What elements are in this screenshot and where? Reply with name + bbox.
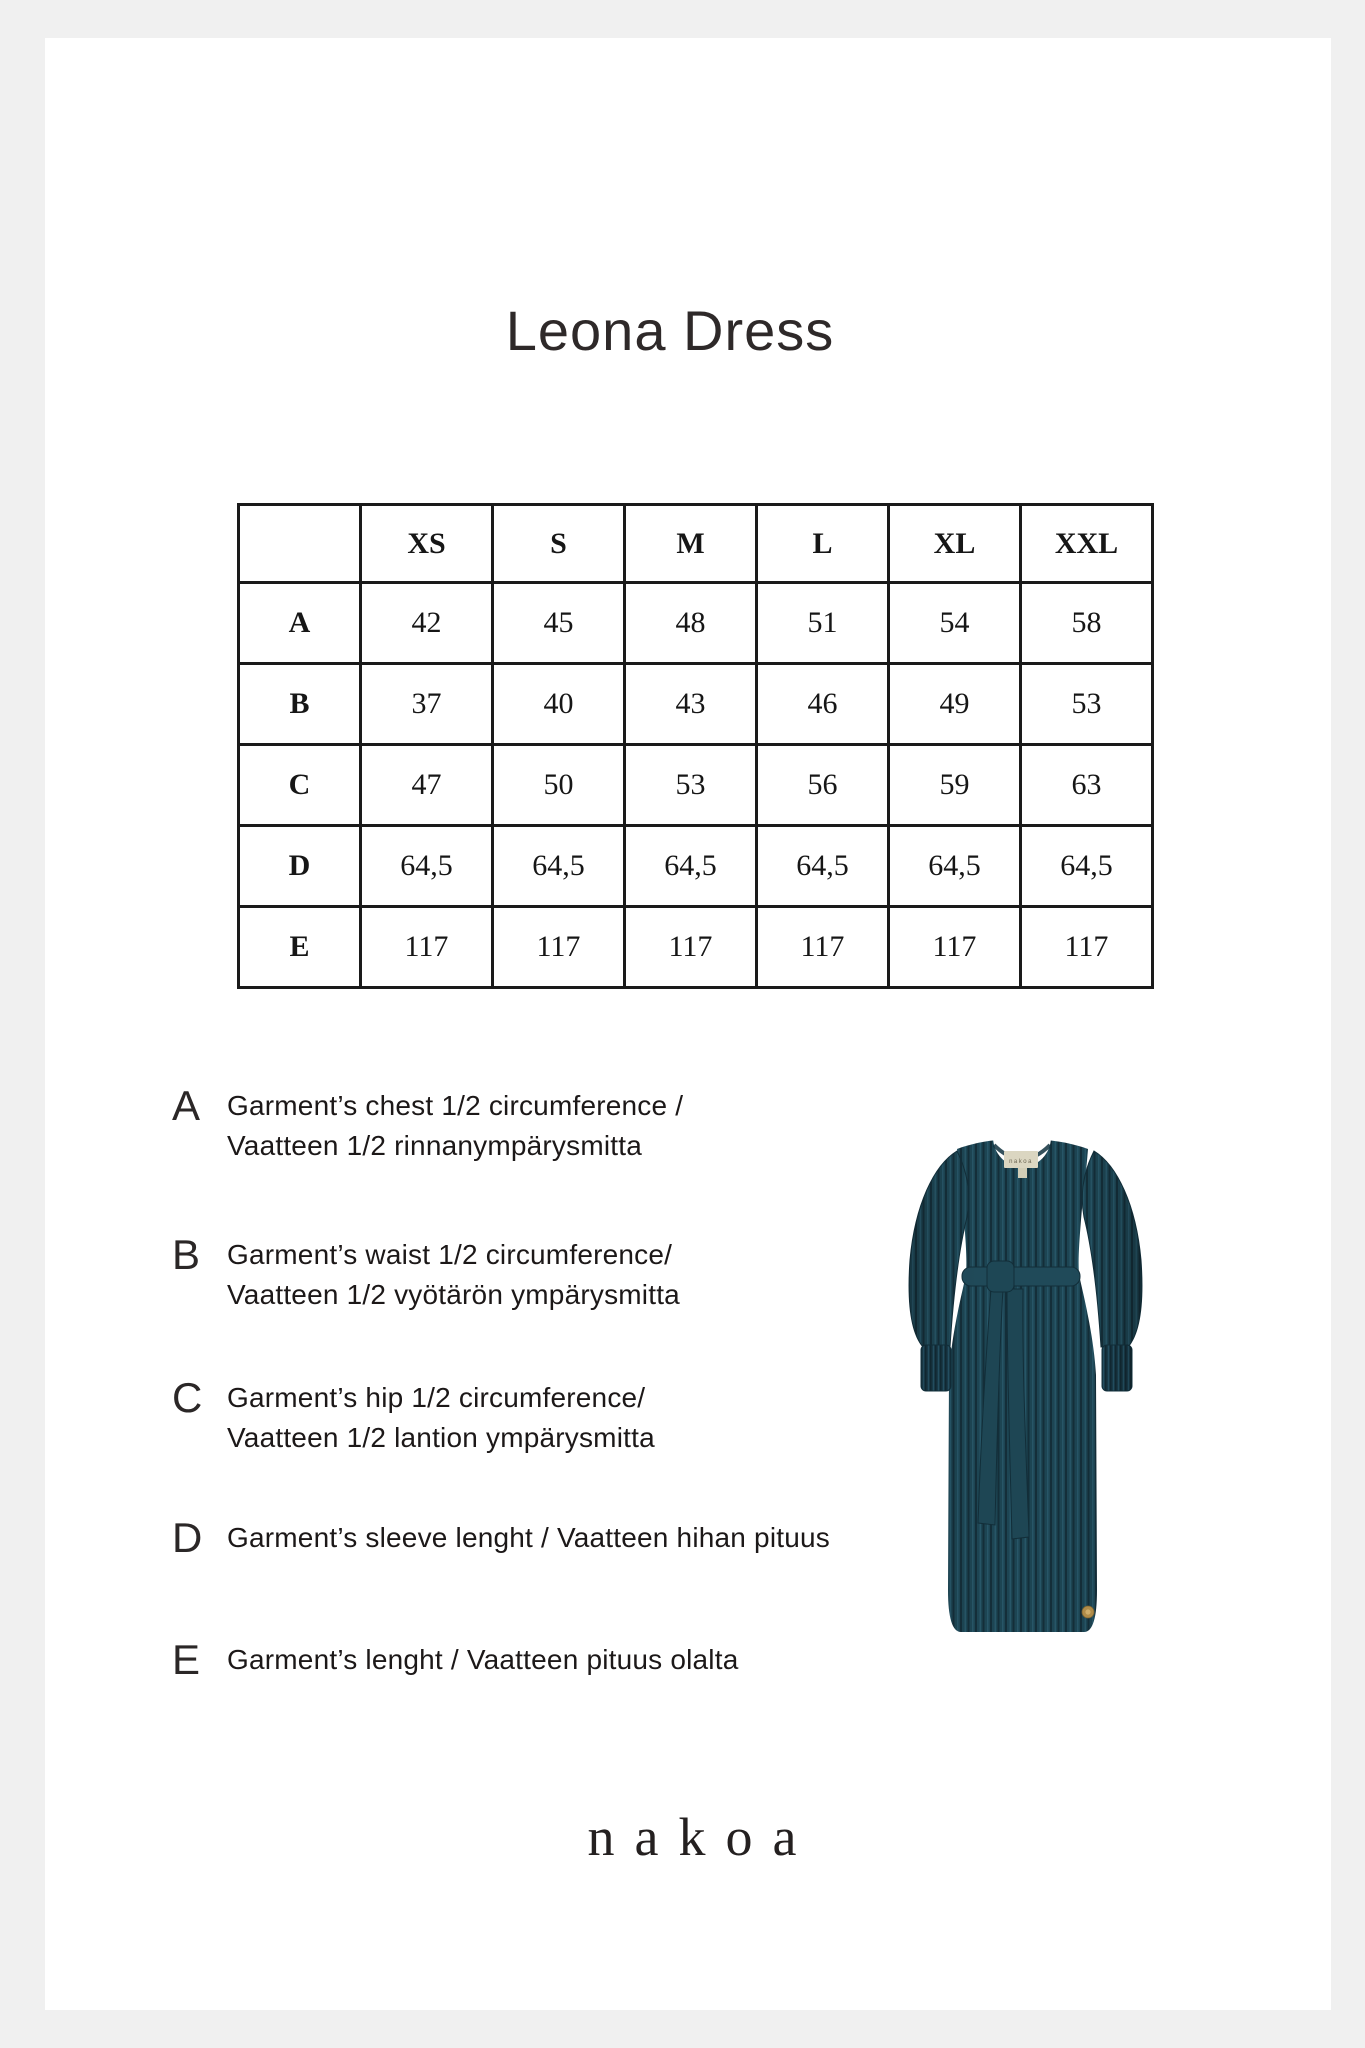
measure-row-e (239, 907, 1153, 988)
measure-row-c (239, 745, 1153, 826)
size-value-cell: 50 (493, 745, 625, 826)
legend-text-line: Garment’s hip 1/2 circumference/ (227, 1382, 646, 1413)
size-table-corner-cell (239, 505, 361, 583)
size-value-cell: 64,5 (493, 826, 625, 907)
size-value-cell: 64,5 (625, 826, 757, 907)
size-value-cell: 53 (1021, 664, 1153, 745)
neck-label-tab (1018, 1168, 1027, 1178)
size-value-cell: 47 (361, 745, 493, 826)
size-value-cell: 63 (1021, 745, 1153, 826)
legend-text-line: Vaatteen 1/2 rinnanympärysmitta (227, 1130, 643, 1161)
legend-text-line: Garment’s chest 1/2 circumference / (227, 1090, 684, 1121)
size-value-cell: 54 (889, 583, 1021, 664)
measure-row-label: C (239, 745, 361, 826)
size-value-cell: 45 (493, 583, 625, 664)
size-value-cell: 49 (889, 664, 1021, 745)
brand-logo: nakoa (587, 1807, 817, 1867)
legend-text-line: Vaatteen 1/2 lantion ympärysmitta (227, 1422, 655, 1453)
size-value-cell: 42 (361, 583, 493, 664)
measure-row-a (239, 583, 1153, 664)
size-column-header-xs: XS (361, 505, 493, 583)
size-value-cell: 37 (361, 664, 493, 745)
measure-row-b (239, 664, 1153, 745)
size-column-header-xl: XL (889, 505, 1021, 583)
legend-letter: A (172, 1082, 201, 1129)
size-table (237, 503, 1154, 989)
gold-rivet-center (1085, 1609, 1090, 1614)
size-column-header-l: L (757, 505, 889, 583)
legend-letter: D (172, 1514, 203, 1561)
size-value-cell: 117 (889, 907, 1021, 988)
size-value-cell: 59 (889, 745, 1021, 826)
size-value-cell: 51 (757, 583, 889, 664)
size-value-cell: 117 (1021, 907, 1153, 988)
size-value-cell: 48 (625, 583, 757, 664)
size-value-cell: 64,5 (1021, 826, 1153, 907)
size-value-cell: 117 (625, 907, 757, 988)
legend-item-a (172, 1082, 684, 1166)
measure-row-label: E (239, 907, 361, 988)
size-column-header-m: M (625, 505, 757, 583)
size-table-header-row (239, 505, 1153, 583)
size-value-cell: 117 (757, 907, 889, 988)
size-value-cell: 58 (1021, 583, 1153, 664)
size-value-cell: 117 (493, 907, 625, 988)
size-value-cell: 64,5 (361, 826, 493, 907)
document-sheet (45, 38, 1331, 2010)
size-value-cell: 56 (757, 745, 889, 826)
measure-row-label: A (239, 583, 361, 664)
legend-letter: E (172, 1636, 201, 1683)
legend-letter: C (172, 1374, 203, 1421)
legend-item-c (172, 1374, 655, 1458)
measure-row-label: D (239, 826, 361, 907)
size-value-cell: 64,5 (889, 826, 1021, 907)
dress-silhouette (900, 1135, 1145, 1640)
neck-label-text: nakoa (1009, 1159, 1033, 1165)
size-value-cell: 46 (757, 664, 889, 745)
dress-photo (900, 1135, 1145, 1640)
page-title: Leona Dress (505, 299, 835, 362)
measure-row-d (239, 826, 1153, 907)
size-value-cell: 64,5 (757, 826, 889, 907)
size-column-header-xxl: XXL (1021, 505, 1153, 583)
size-value-cell: 43 (625, 664, 757, 745)
size-value-cell: 117 (361, 907, 493, 988)
size-value-cell: 40 (493, 664, 625, 745)
size-value-cell: 53 (625, 745, 757, 826)
legend-item-e (172, 1636, 739, 1683)
dress-shading (900, 1135, 1145, 1640)
legend-item-b (172, 1231, 680, 1315)
legend-text-line: Garment’s waist 1/2 circumference/ (227, 1239, 673, 1270)
legend-text-line: Garment’s lenght / Vaatteen pituus olalta (227, 1644, 739, 1675)
legend-text-line: Vaatteen 1/2 vyötärön ympärysmitta (227, 1279, 680, 1310)
legend-item-d (172, 1514, 830, 1561)
measure-row-label: B (239, 664, 361, 745)
size-column-header-s: S (493, 505, 625, 583)
legend-text-line: Garment’s sleeve lenght / Vaatteen hihan pituus (227, 1522, 830, 1553)
legend-letter: B (172, 1231, 201, 1278)
